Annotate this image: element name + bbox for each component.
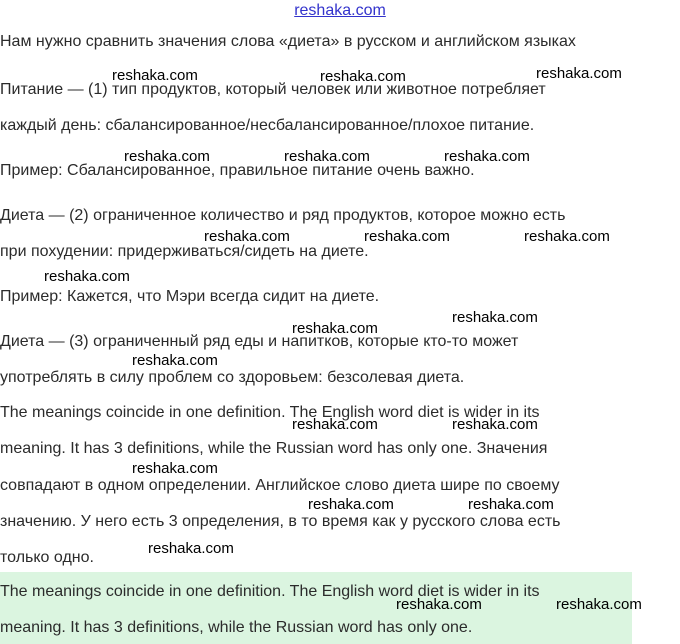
definition-3-line-2: употреблять в силу проблем со здоровьем: безсолевая диета. (0, 369, 465, 386)
definition-3-line-1: Диета — (3) ограниченный ряд еды и напитков, которые кто-то может (0, 333, 519, 350)
watermark: reshaka.com (112, 67, 198, 84)
conclusion-line-4: значению. У него есть 3 определения, в то время как у русского слова есть (0, 513, 561, 530)
watermark: reshaka.com (132, 352, 218, 369)
watermark: reshaka.com (396, 596, 482, 613)
watermark: reshaka.com (468, 496, 554, 513)
conclusion-line-5: только одно. (0, 549, 94, 566)
conclusion-line-1: The meanings coincide in one definition. The English word diet is wider in its (0, 404, 540, 421)
conclusion-line-2: meaning. It has 3 definitions, while the Russian word has only one. Значения (0, 440, 548, 457)
watermark: reshaka.com (452, 309, 538, 326)
definition-1-line-1: Питание — (1) тип продуктов, который человек или животное потребляет (0, 81, 546, 98)
watermark: reshaka.com (124, 148, 210, 165)
watermark: reshaka.com (292, 320, 378, 337)
site-link[interactable]: reshaka.com (294, 2, 386, 19)
watermark: reshaka.com (292, 416, 378, 433)
conclusion-line-3: совпадают в одном определении. Английское слово диета шире по своему (0, 477, 560, 494)
answer-line-1: The meanings coincide in one definition. The English word diet is wider in its (0, 583, 540, 600)
watermark: reshaka.com (536, 65, 622, 82)
watermark: reshaka.com (132, 460, 218, 477)
watermark: reshaka.com (44, 268, 130, 285)
watermark: reshaka.com (320, 68, 406, 85)
watermark: reshaka.com (524, 228, 610, 245)
intro-text: Нам нужно сравнить значения слова «диета» в русском и английском языках (0, 33, 576, 50)
watermark: reshaka.com (444, 148, 530, 165)
definition-1-example: Пример: Сбалансированное, правильное питание очень важно. (0, 162, 475, 179)
watermark: reshaka.com (556, 596, 642, 613)
watermark: reshaka.com (308, 496, 394, 513)
watermark: reshaka.com (148, 540, 234, 557)
watermark: reshaka.com (204, 228, 290, 245)
definition-2-line-2: при похудении: придерживаться/сидеть на диете. (0, 243, 369, 260)
watermark: reshaka.com (364, 228, 450, 245)
definition-1-line-2: каждый день: сбалансированное/несбалансированное/плохое питание. (0, 117, 535, 134)
answer-line-2: meaning. It has 3 definitions, while the Russian word has only one. (0, 619, 473, 636)
definition-2-line-1: Диета — (2) ограниченное количество и ряд продуктов, которое можно есть (0, 207, 566, 224)
watermark: reshaka.com (452, 416, 538, 433)
watermark: reshaka.com (284, 148, 370, 165)
definition-2-example: Пример: Кажется, что Мэри всегда сидит на диете. (0, 288, 380, 305)
